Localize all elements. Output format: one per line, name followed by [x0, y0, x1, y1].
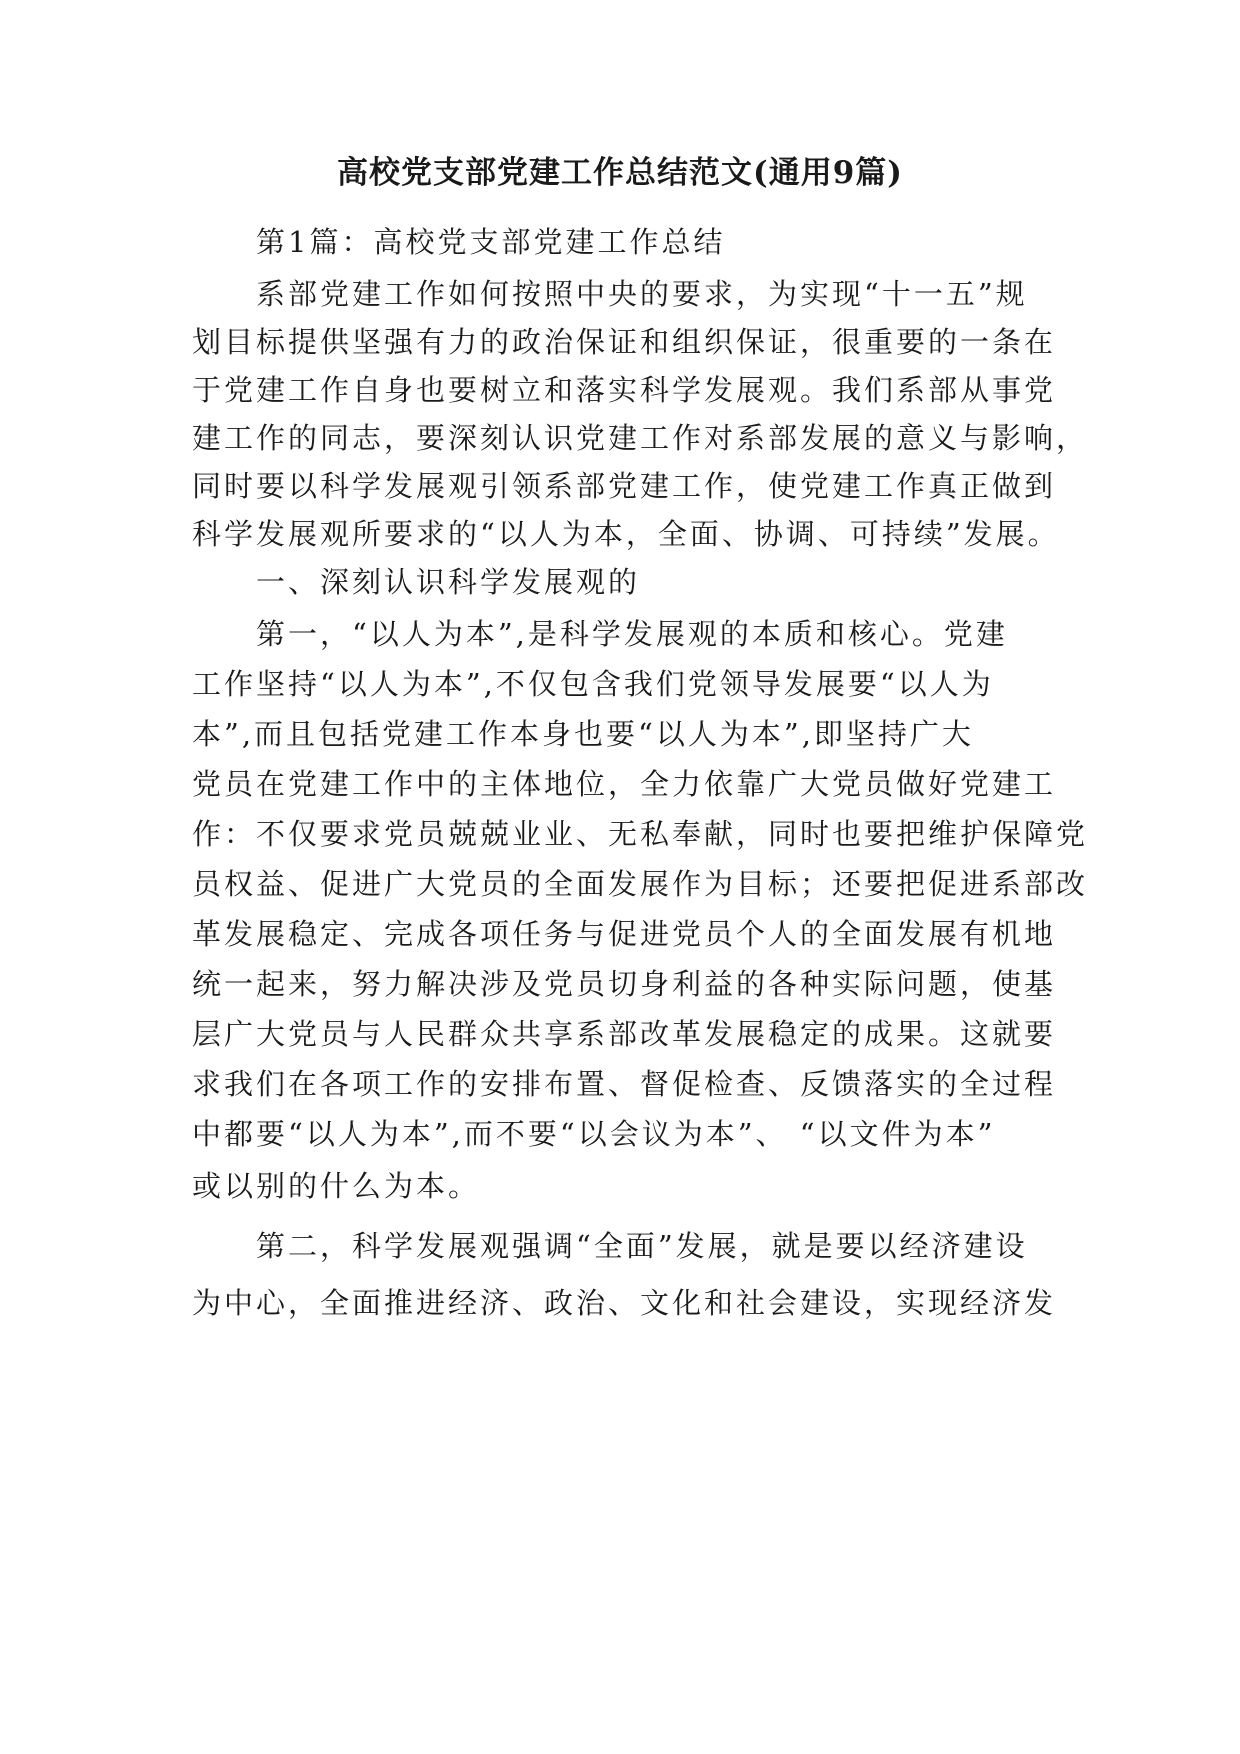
- paragraph-line: 本”,而且包括党建工作本身也要“以人为本”,即坚持广大: [192, 717, 974, 751]
- paragraph-line: 系部党建工作如何按照中央的要求，为实现“十一五”规: [256, 277, 1028, 311]
- paragraph-line: 求我们在各项工作的安排布置、督促检查、反馈落实的全过程: [192, 1067, 1057, 1101]
- section-heading: 第1篇：高校党支部党建工作总结: [256, 225, 726, 259]
- paragraph-line: 为中心，全面推进经济、政治、文化和社会建设，实现经济发: [192, 1286, 1057, 1320]
- paragraph-line: 建工作的同志，要深刻认识党建工作对系部发展的意义与影响，: [192, 421, 1089, 455]
- paragraph-line: 第一，“以人为本”,是科学发展观的本质和核心。党建: [256, 617, 1008, 651]
- paragraph-line: 工作坚持“以人为本”,不仅包含我们党领导发展要“以人为: [192, 667, 994, 701]
- document-title: 高校党支部党建工作总结范文(通用9篇): [337, 155, 903, 191]
- paragraph-line: 员权益、促进广大党员的全面发展作为目标；还要把促进系部改: [192, 867, 1089, 901]
- paragraph-line: 层广大党员与人民群众共享系部改革发展稳定的成果。这就要: [192, 1017, 1057, 1051]
- paragraph-line: 革发展稳定、完成各项任务与促进党员个人的全面发展有机地: [192, 917, 1057, 951]
- paragraph-line: 统一起来，努力解决涉及党员切身利益的各种实际问题，使基: [192, 967, 1057, 1001]
- paragraph-line: 科学发展观所要求的“以人为本，全面、协调、可持续”发展。: [192, 517, 1060, 551]
- subsection-heading: 一、深刻认识科学发展观的: [256, 565, 641, 599]
- paragraph-line: 党员在党建工作中的主体地位，全力依靠广大党员做好党建工: [192, 767, 1057, 801]
- paragraph-line: 或以别的什么为本。: [192, 1169, 481, 1203]
- paragraph-line: 作：不仅要求党员兢兢业业、无私奉献，同时也要把维护保障党: [192, 817, 1089, 851]
- paragraph-line: 第二，科学发展观强调“全面”发展，就是要以经济建设: [256, 1229, 1028, 1263]
- paragraph-line: 中都要“以人为本”,而不要“以会议为本”、 “以文件为本”: [192, 1117, 996, 1151]
- paragraph-line: 同时要以科学发展观引领系部党建工作，使党建工作真正做到: [192, 469, 1057, 503]
- paragraph-line: 划目标提供坚强有力的政治保证和组织保证，很重要的一条在: [192, 325, 1057, 359]
- paragraph-line: 于党建工作自身也要树立和落实科学发展观。我们系部从事党: [192, 373, 1057, 407]
